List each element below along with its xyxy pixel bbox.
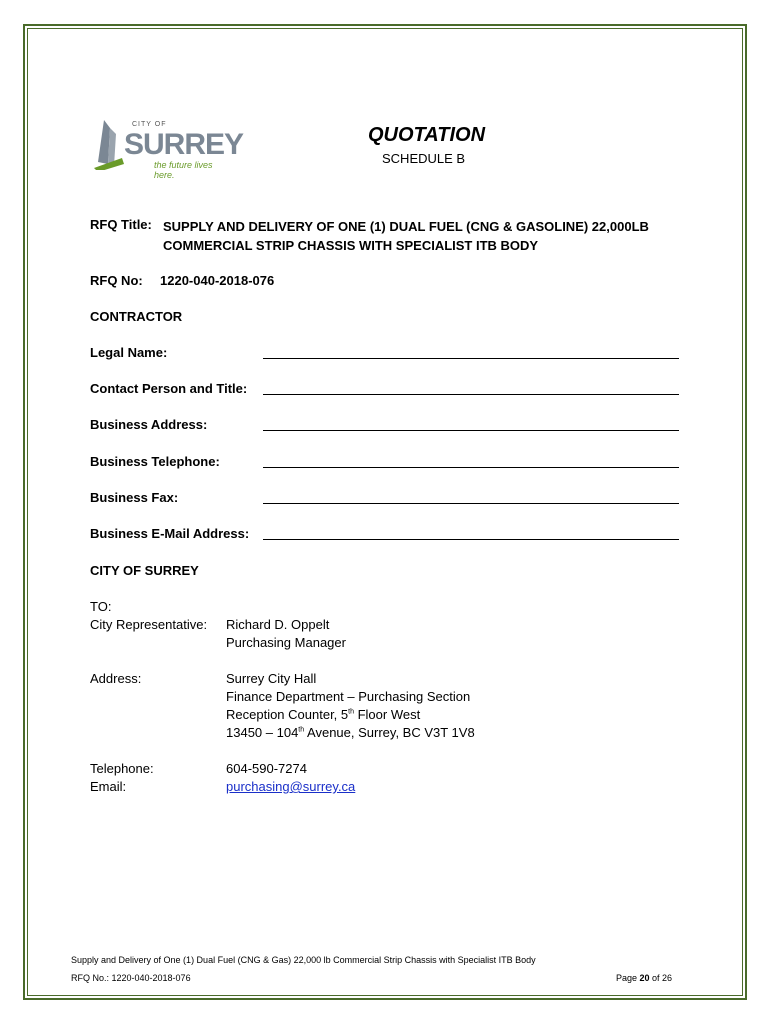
footer-description: Supply and Delivery of One (1) Dual Fuel (CNG & Gas) 22,000 lb Commercial Strip Chassis with Specialist ITB Body (71, 955, 536, 965)
business-address-field[interactable] (263, 429, 679, 431)
page-subtitle: SCHEDULE B (382, 151, 466, 166)
contact-person-field[interactable] (263, 393, 679, 395)
business-email-label: Business E-Mail Address: (90, 526, 250, 541)
legal-name-field[interactable] (263, 357, 679, 359)
footer-rfq-no: RFQ No.: 1220-040-2018-076 (71, 973, 191, 983)
address-line4 (226, 725, 475, 740)
logo-tagline: the future lives here. (154, 160, 213, 180)
address-label: Address: (90, 671, 142, 686)
page-suffix: of 26 (649, 973, 673, 983)
address-line3-b: Floor West (353, 707, 421, 722)
city-rep-name: Richard D. Oppelt (226, 617, 330, 632)
page-prefix: Page (616, 973, 640, 983)
legal-name-label: Legal Name: (90, 345, 168, 360)
address-line4-a: 13450 – 104 (226, 725, 299, 740)
contact-person-label: Contact Person and Title: (90, 381, 248, 396)
rfq-title-line2: COMMERCIAL STRIP CHASSIS WITH SPECIALIST ITB BODY (163, 238, 539, 253)
city-rep-label: City Representative: (90, 617, 208, 632)
page-title: QUOTATION (368, 124, 486, 146)
business-telephone-label: Business Telephone: (90, 454, 220, 469)
address-line2: Finance Department – Purchasing Section (226, 689, 471, 704)
business-address-label: Business Address: (90, 417, 208, 432)
business-email-field[interactable] (263, 538, 679, 540)
telephone-value: 604-590-7274 (226, 761, 307, 776)
city-heading: CITY OF SURREY (90, 563, 199, 578)
page-current: 20 (639, 973, 650, 983)
logo-city-of-text: CITY OF (132, 121, 167, 128)
email-label: Email: (90, 779, 127, 794)
address-line1: Surrey City Hall (226, 671, 317, 686)
business-fax-field[interactable] (263, 502, 679, 504)
city-rep-title: Purchasing Manager (226, 635, 346, 650)
building-icon (94, 118, 124, 170)
rfq-title-text (163, 217, 693, 255)
rfq-title-line1: SUPPLY AND DELIVERY OF ONE (1) DUAL FUEL (CNG & GASOLINE) 22,000LB (163, 219, 649, 234)
footer-page-number (616, 973, 672, 983)
email-link[interactable]: purchasing@surrey.ca (226, 779, 356, 794)
address-line3-a: Reception Counter, 5 (226, 707, 349, 722)
telephone-label: Telephone: (90, 761, 154, 776)
rfq-title-label: RFQ Title: (90, 217, 152, 232)
address-line4-b: Avenue, Surrey, BC V3T 1V8 (304, 725, 475, 740)
logo-wordmark: SURREY (124, 128, 244, 161)
rfq-no-value: 1220-040-2018-076 (160, 273, 275, 288)
to-label: TO: (90, 599, 112, 614)
rfq-no-label: RFQ No: (90, 273, 143, 288)
business-telephone-field[interactable] (263, 466, 679, 468)
contractor-heading: CONTRACTOR (90, 309, 183, 324)
address-line3 (226, 707, 420, 722)
business-fax-label: Business Fax: (90, 490, 179, 505)
city-of-surrey-logo (94, 118, 244, 180)
address-line3-sup: th (348, 708, 354, 716)
address-line4-sup: th (298, 726, 305, 734)
